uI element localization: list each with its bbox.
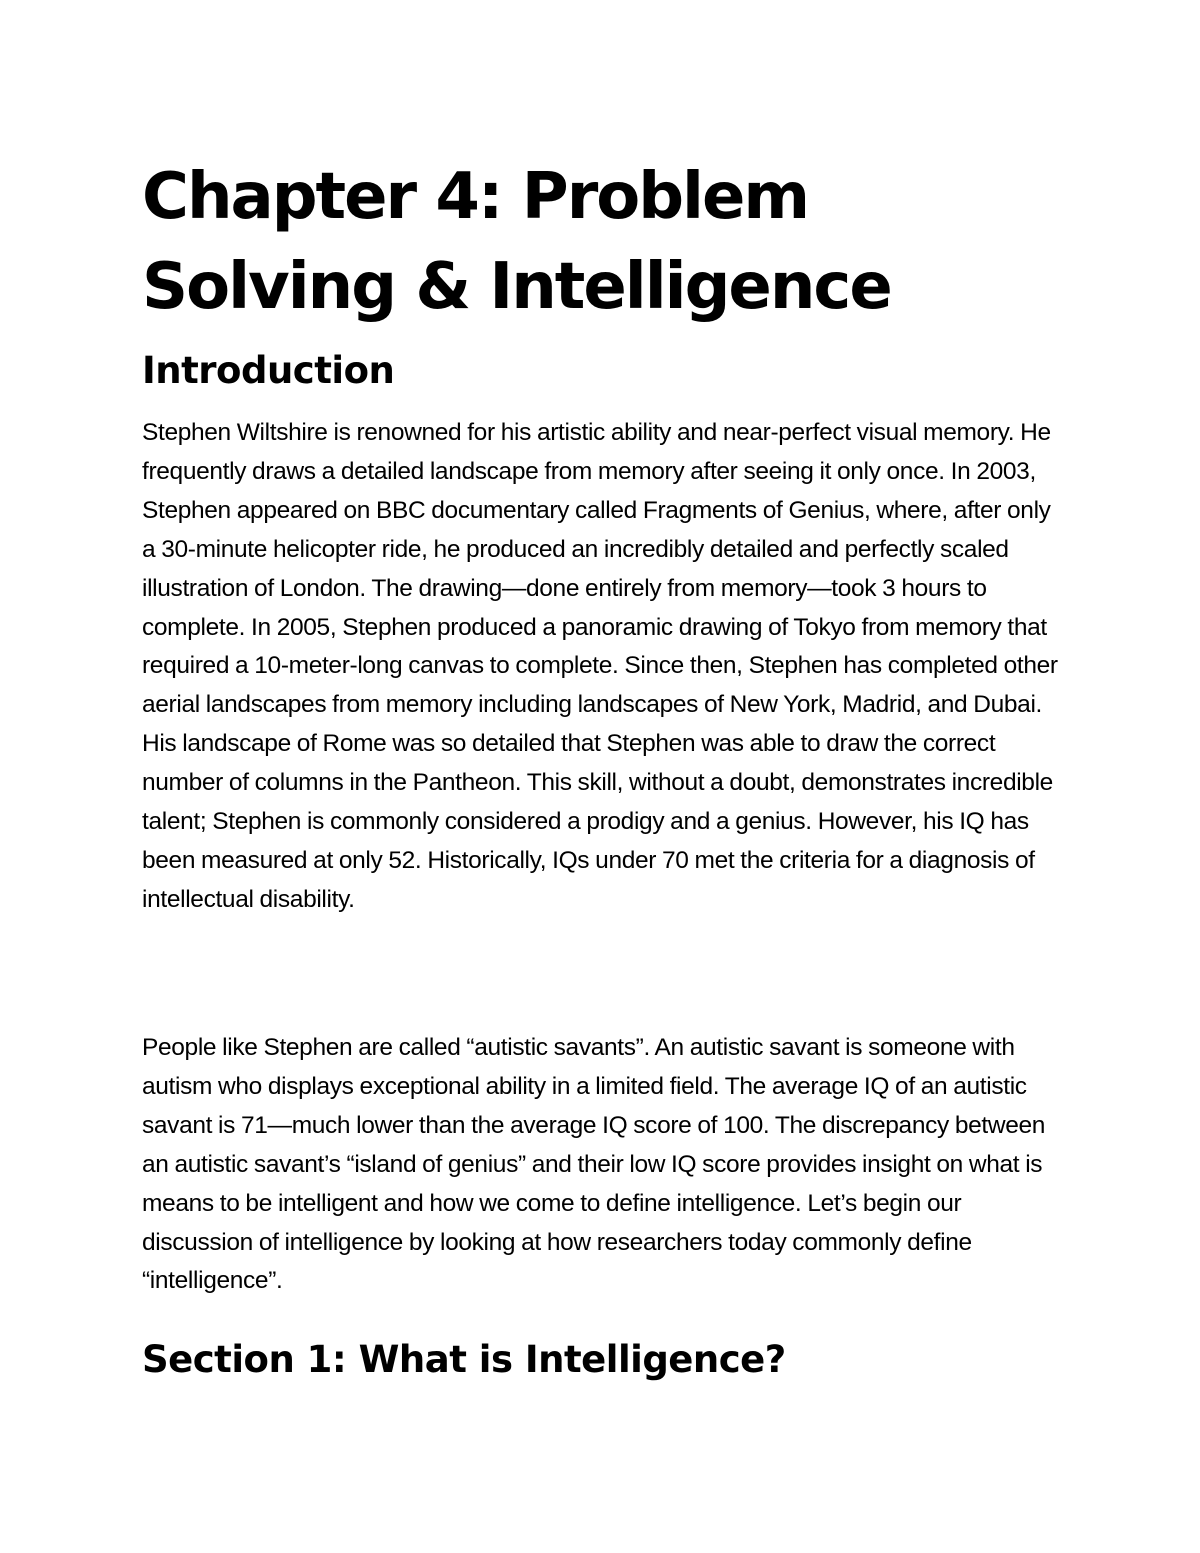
introduction-heading: Introduction bbox=[142, 349, 395, 392]
paragraph-stephen-wiltshire: Stephen Wiltshire is renowned for his artistic ability and near-perfect visual memory. He frequently draws a detailed landscape from memory after seeing it only once. In 2003, Stephen appeared on BBC documentary called Fragments of Genius, where, after only a 30-minute helicopter ride, he produced an incredibly detailed and perfectly scaled illustration of London. The drawing—done entirely from memory—took 3 hours to complete. In 2005, Stephen produced a panoramic drawing of Tokyo from memory that required a 10-meter-long canvas to complete. Since then, Stephen has completed other aerial landscapes from memory including landscapes of New York, Madrid, and Dubai. His landscape of Rome was so detailed that Stephen was able to draw the correct number of columns in the Pantheon. This skill, without a doubt, demonstrates incredible talent; Stephen is commonly considered a prodigy and a genius. However, his IQ has been measured at only 52. Historically, IQs under 70 met the criteria for a diagnosis of intellectual disability. bbox=[142, 419, 1058, 913]
chapter-title: Chapter 4: Problem Solving & Intelligence bbox=[142, 160, 891, 324]
paragraph-autistic-savants: People like Stephen are called “autistic savants”. An autistic savant is someone with autism who displays exceptional ability in a limited field. The average IQ of an autistic savant is 71—much lower than the average IQ score of 100. The discrepancy between an autistic savant’s “island of genius” and their low IQ score provides insight on what is means to be intelligent and how we come to define intelligence. Let’s begin our discussion of intelligence by looking at how researchers today commonly define “intelligence”. bbox=[142, 1034, 1046, 1295]
section-1-heading: Section 1: What is Intelligence? bbox=[142, 1338, 786, 1381]
